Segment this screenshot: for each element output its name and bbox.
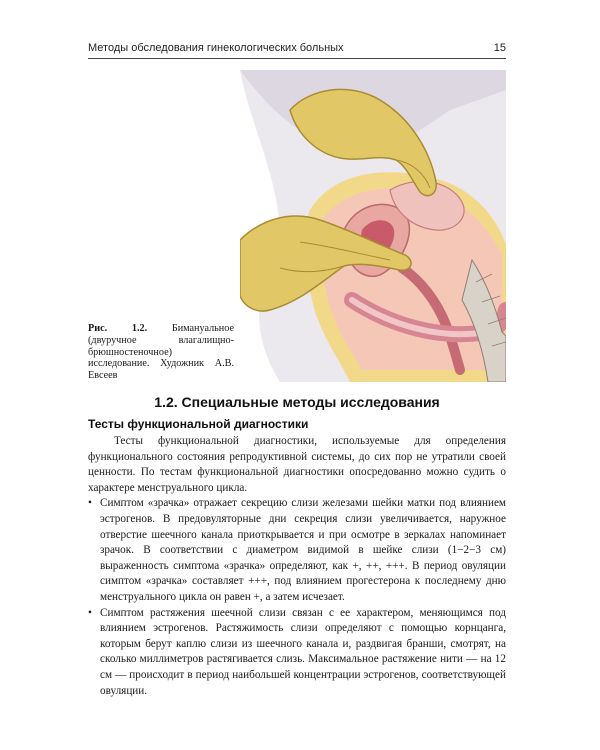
section-title: 1.2. Специальные методы исследования <box>154 394 440 410</box>
bullet-list <box>88 496 506 699</box>
list-item-text: Симптом растяжения шеечной слизи связан с ее характером, меняющимся под влиянием эстрогенов. Растяжимость слизи определяют с помощью корнцанга, которым берут каплю слизи из шеечного канала и, раздвигая бранши, смотрят, на сколько миллиметров растягивается слизь. Максимальное растяжение нити — на 12 см — происходит в период наибольшей концентрации эстрогенов, соответствующей овуляции. <box>100 606 506 697</box>
running-title: Методы обследования гинекологических больных <box>88 42 344 54</box>
intro-paragraph: Тесты функциональной диагностики, используемые для определения функционального состояния репродуктивной системы, до сих пор не утратили своей ценности. По тестам функциональной диагностики опосредованно можно судить о характере менструального цикла. <box>88 435 506 494</box>
figure-label: Рис. 1.2. <box>88 323 148 334</box>
page-number: 15 <box>493 42 506 54</box>
figure-caption-text: Бимануальное (двуручное влагалищно-брюшностеночное) исследование. Художник А.В. Евсеев <box>88 323 234 382</box>
bullet-mark: • <box>88 497 92 510</box>
subsection-title: Тесты функциональной диагностики <box>88 417 309 431</box>
list-item <box>88 496 506 605</box>
body-text <box>88 434 506 699</box>
running-header <box>88 38 506 59</box>
list-item-text: Симптом «зрачка» отражает секрецию слизи железами шейки матки под влиянием эстрогенов. В предовуляторные дни секреция слизи увеличивается, наружное отверстие шеечного канала приоткрывается и при осмотре в зеркалах напоминает зрачок. В соответствии с диаметром видимой в шейке слизи (1−2−3 см) выраженность симптома «зрачка» определяют, как +, ++, +++. В период овуляции симптом «зрачка» составляет +++, под влиянием прогестерона к последнему дню менструального цикла он равен +, а затем исчезает. <box>100 497 506 603</box>
figure-caption <box>88 323 234 382</box>
anatomical-illustration <box>240 70 506 382</box>
list-item <box>88 606 506 700</box>
bullet-mark: • <box>88 606 92 619</box>
